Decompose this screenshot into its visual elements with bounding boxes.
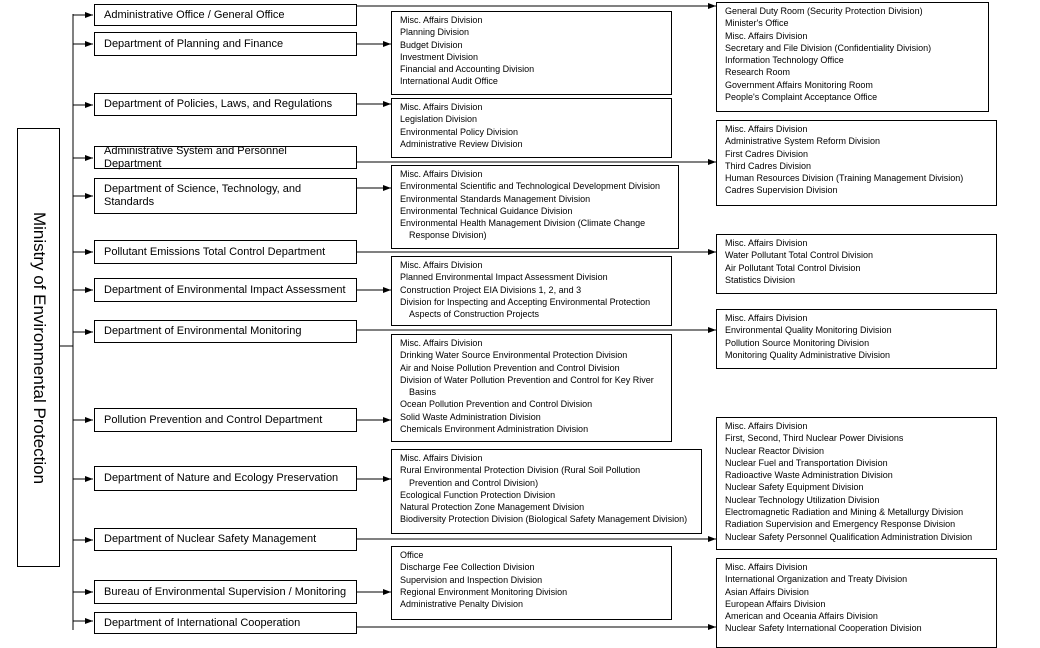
division-item: Supervision and Inspection Division	[400, 574, 543, 585]
division-item: Nuclear Safety Personnel Qualification Administration Division	[725, 531, 973, 542]
division-item: Aspects of Construction Projects	[409, 309, 540, 320]
division-item: Environmental Technical Guidance Division	[400, 205, 573, 216]
department-box	[94, 466, 357, 491]
department-box	[94, 4, 357, 26]
division-item: Misc. Affairs Division	[400, 102, 483, 112]
department-label: Department of Nature and Ecology Preservation	[104, 472, 339, 484]
division-item: Misc. Affairs Division	[400, 169, 483, 179]
division-item: Basins	[409, 387, 437, 398]
division-item: Office	[400, 550, 424, 560]
department-box	[94, 320, 357, 343]
division-item: Response Division)	[409, 230, 487, 241]
division-item: Biodiversity Protection Division (Biological Safety Management Division)	[400, 514, 688, 525]
division-item: Cadres Supervision Division	[725, 185, 838, 196]
division-list-box	[391, 98, 672, 158]
division-item: European Affairs Division	[725, 598, 826, 609]
department-label: Administrative Office / General Office	[104, 8, 285, 21]
division-item: Investment Division	[400, 51, 479, 62]
division-item: Water Pollutant Total Control Division	[725, 250, 874, 261]
department-label: Pollution Prevention and Control Department	[104, 413, 323, 426]
division-item: International Audit Office	[400, 76, 498, 87]
division-item: Nuclear Safety International Cooperation Division	[725, 623, 922, 634]
department-label: Department of Environmental Monitoring	[104, 325, 302, 337]
division-item: People's Complaint Acceptance Office	[725, 92, 878, 103]
department-label: Department of Science, Technology, and Standards	[104, 183, 302, 208]
division-list-box	[391, 11, 672, 95]
division-item: Government Affairs Monitoring Room	[725, 79, 873, 90]
division-item: Ocean Pollution Prevention and Control Division	[400, 399, 593, 410]
division-item: Misc. Affairs Division	[725, 30, 808, 41]
division-item: Construction Project EIA Divisions 1, 2, and 3	[400, 284, 582, 295]
division-item: Legislation Division	[400, 114, 478, 125]
division-item: First, Second, Third Nuclear Power Divisions	[725, 433, 904, 444]
division-item: Environmental Scientific and Technological Development Division	[400, 181, 660, 192]
division-item: Solid Waste Administration Division	[400, 411, 541, 422]
division-list-box	[391, 546, 672, 620]
division-item: Misc. Affairs Division	[400, 338, 483, 348]
department-box	[94, 580, 357, 604]
division-item: American and Oceania Affairs Division	[725, 611, 878, 622]
division-item: Natural Protection Zone Management Division	[400, 502, 585, 513]
division-item: Secretary and File Division (Confidentiality Division)	[725, 42, 932, 53]
division-item: General Duty Room (Security Protection Division)	[725, 6, 923, 16]
division-item: Radiation Supervision and Emergency Response Division	[725, 519, 956, 530]
ministry-title: Ministry of Environmental Protection	[29, 211, 49, 484]
division-item: Misc. Affairs Division	[725, 124, 808, 134]
division-item: Planning Division	[400, 27, 470, 38]
division-item: Nuclear Safety Equipment Division	[725, 482, 864, 493]
division-list-box	[716, 558, 997, 648]
division-list-box	[716, 120, 997, 206]
division-item: Minister's Office	[725, 18, 789, 29]
division-item: Environmental Quality Monitoring Division	[725, 325, 892, 336]
division-item: Information Technology Office	[725, 55, 844, 66]
department-box	[94, 32, 357, 56]
division-item: Statistics Division	[725, 274, 796, 285]
department-label: Pollutant Emissions Total Control Department	[104, 245, 326, 258]
division-item: Pollution Source Monitoring Division	[725, 337, 870, 348]
department-box	[94, 612, 357, 634]
division-item: Environmental Policy Division	[400, 126, 519, 137]
division-item: Division for Inspecting and Accepting Environmental Protection	[400, 296, 651, 307]
ministry-box	[17, 128, 60, 567]
division-item: Misc. Affairs Division	[725, 421, 808, 431]
department-label: Department of Environmental Impact Assessment	[104, 283, 346, 296]
department-label: Bureau of Environmental Supervision / Monitoring	[104, 585, 347, 598]
division-item: Misc. Affairs Division	[725, 562, 808, 572]
department-label: Department of Nuclear Safety Management	[104, 533, 317, 545]
division-item: Environmental Standards Management Division	[400, 193, 591, 204]
department-box	[94, 146, 357, 169]
division-item: Nuclear Fuel and Transportation Division	[725, 457, 888, 468]
division-item: Radioactive Waste Administration Division	[725, 470, 893, 481]
department-box	[94, 240, 357, 264]
department-box	[94, 528, 357, 551]
division-list-box	[716, 417, 997, 550]
department-label: Department of International Cooperation	[104, 616, 301, 629]
division-item: First Cadres Division	[725, 148, 809, 159]
division-item: Financial and Accounting Division	[400, 64, 535, 75]
division-item: Drinking Water Source Environmental Protection Division	[400, 350, 628, 361]
division-list-box	[391, 449, 702, 534]
division-item: Administrative System Reform Division	[725, 136, 881, 147]
division-list-box	[716, 2, 989, 112]
division-list-box	[716, 309, 997, 369]
division-item: Nuclear Technology Utilization Division	[725, 494, 880, 505]
division-item: Air and Noise Pollution Prevention and Control Division	[400, 362, 620, 373]
division-item: Ecological Function Protection Division	[400, 489, 556, 500]
division-item: Nuclear Reactor Division	[725, 445, 825, 456]
department-box	[94, 178, 357, 214]
division-item: Research Room	[725, 67, 791, 78]
division-item: Discharge Fee Collection Division	[400, 562, 535, 573]
division-item: Misc. Affairs Division	[400, 453, 483, 463]
division-item: Regional Environment Monitoring Division	[400, 586, 568, 597]
division-item: Budget Division	[400, 39, 463, 50]
division-item: Chemicals Environment Administration Division	[400, 424, 589, 435]
division-item: Rural Environmental Protection Division (Rural Soil Pollution	[400, 465, 641, 476]
division-item: Administrative Review Division	[400, 138, 523, 149]
division-item: International Organization and Treaty Division	[725, 574, 908, 585]
department-label: Administrative System and Personnel Department	[104, 144, 287, 170]
division-item: Misc. Affairs Division	[400, 260, 483, 270]
division-list-box	[716, 234, 997, 294]
division-list-box	[391, 256, 672, 326]
division-item: Administrative Penalty Division	[400, 599, 524, 610]
division-item: Human Resources Division (Training Management Division)	[725, 173, 964, 184]
division-item: Misc. Affairs Division	[400, 15, 483, 25]
division-item: Planned Environmental Impact Assessment Division	[400, 272, 608, 283]
department-label: Department of Policies, Laws, and Regulations	[104, 98, 333, 110]
division-item: Misc. Affairs Division	[725, 313, 808, 323]
division-item: Monitoring Quality Administrative Division	[725, 349, 891, 360]
department-label: Department of Planning and Finance	[104, 37, 284, 50]
division-item: Third Cadres Division	[725, 160, 812, 171]
division-item: Prevention and Control Division)	[409, 477, 539, 488]
division-item: Misc. Affairs Division	[725, 238, 808, 248]
division-item: Environmental Health Management Division (Climate Change	[400, 218, 646, 229]
division-item: Air Pollutant Total Control Division	[725, 262, 861, 273]
division-list-box	[391, 165, 679, 249]
division-item: Asian Affairs Division	[725, 586, 809, 597]
division-list-box	[391, 334, 672, 442]
department-box	[94, 408, 357, 432]
division-item: Division of Water Pollution Prevention and Control for Key River	[400, 374, 654, 385]
department-box	[94, 93, 357, 116]
department-box	[94, 278, 357, 302]
division-item: Electromagnetic Radiation and Mining & Metallurgy Division	[725, 507, 964, 518]
